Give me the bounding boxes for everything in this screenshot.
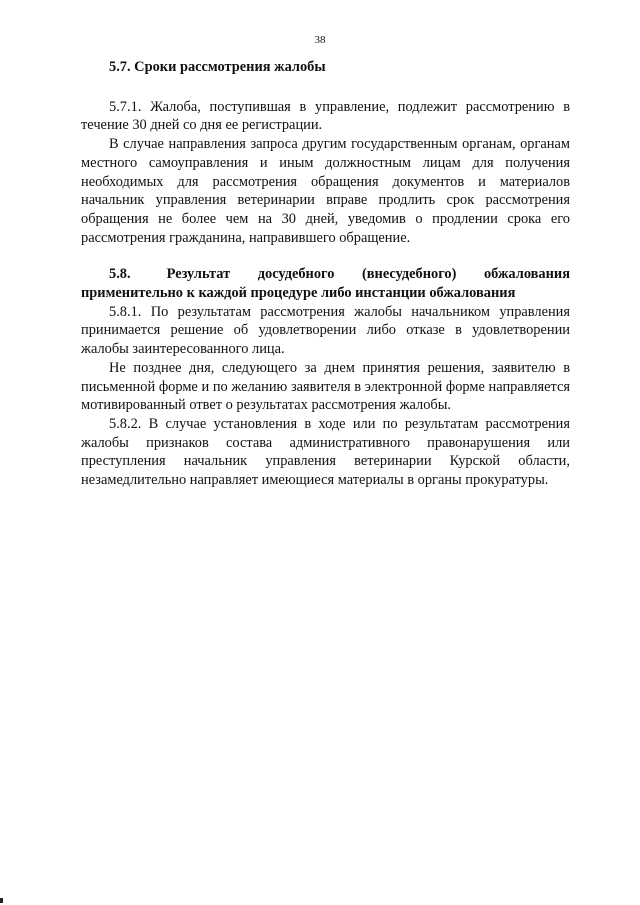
page-number: 38 (314, 34, 326, 46)
paragraph-5-7-1: 5.7.1. Жалоба, поступившая в управление, подлежит рассмотрению в течение 30 дней со дня ее регистрации. (81, 98, 570, 134)
section-gap (81, 247, 570, 265)
section-heading-5-8 (81, 265, 570, 302)
section-title-5-8: Результат досудебного (внесудебного) обжалования применительно к каждой процедуре либо инстанции обжалования (81, 266, 570, 302)
section-number-5-8: 5.8. (109, 266, 131, 283)
paragraph-5-7-extension: В случае направления запроса другим государственным органам, органам местного самоуправления и иным должностным лицам для получения необходимых для рассмотрения обращения документов и материалов начальник управления ветеринарии вправе продлить срок рассмотрения обращения не более чем на 30 дней, уведомив о продлении срока его рассмотрения гражданина, направившего обращение. (81, 136, 570, 246)
section-heading-5-7: 5.7. Сроки рассмотрения жалобы (109, 59, 326, 75)
paragraph-5-8-1: 5.8.1. По результатам рассмотрения жалобы начальником управления принимается решение об удовлетворении либо отказе в удовлетворении жалобы заинтересованного лица. (81, 303, 570, 358)
paragraph-5-8-2: 5.8.2. В случае установления в ходе или по результатам рассмотрения жалобы признаков состава административного правонарушения или преступления начальник управления ветеринарии Курской области, незамедлительно направляет имеющиеся материалы в органы прокуратуры. (81, 415, 570, 489)
document-body (81, 58, 570, 490)
paragraph-5-8-response: Не позднее дня, следующего за днем принятия решения, заявителю в письменной форме и по желанию заявителя в электронной форме направляется мотивированный ответ о результатах рассмотрения жалобы. (81, 359, 570, 414)
scan-mark (0, 898, 3, 903)
